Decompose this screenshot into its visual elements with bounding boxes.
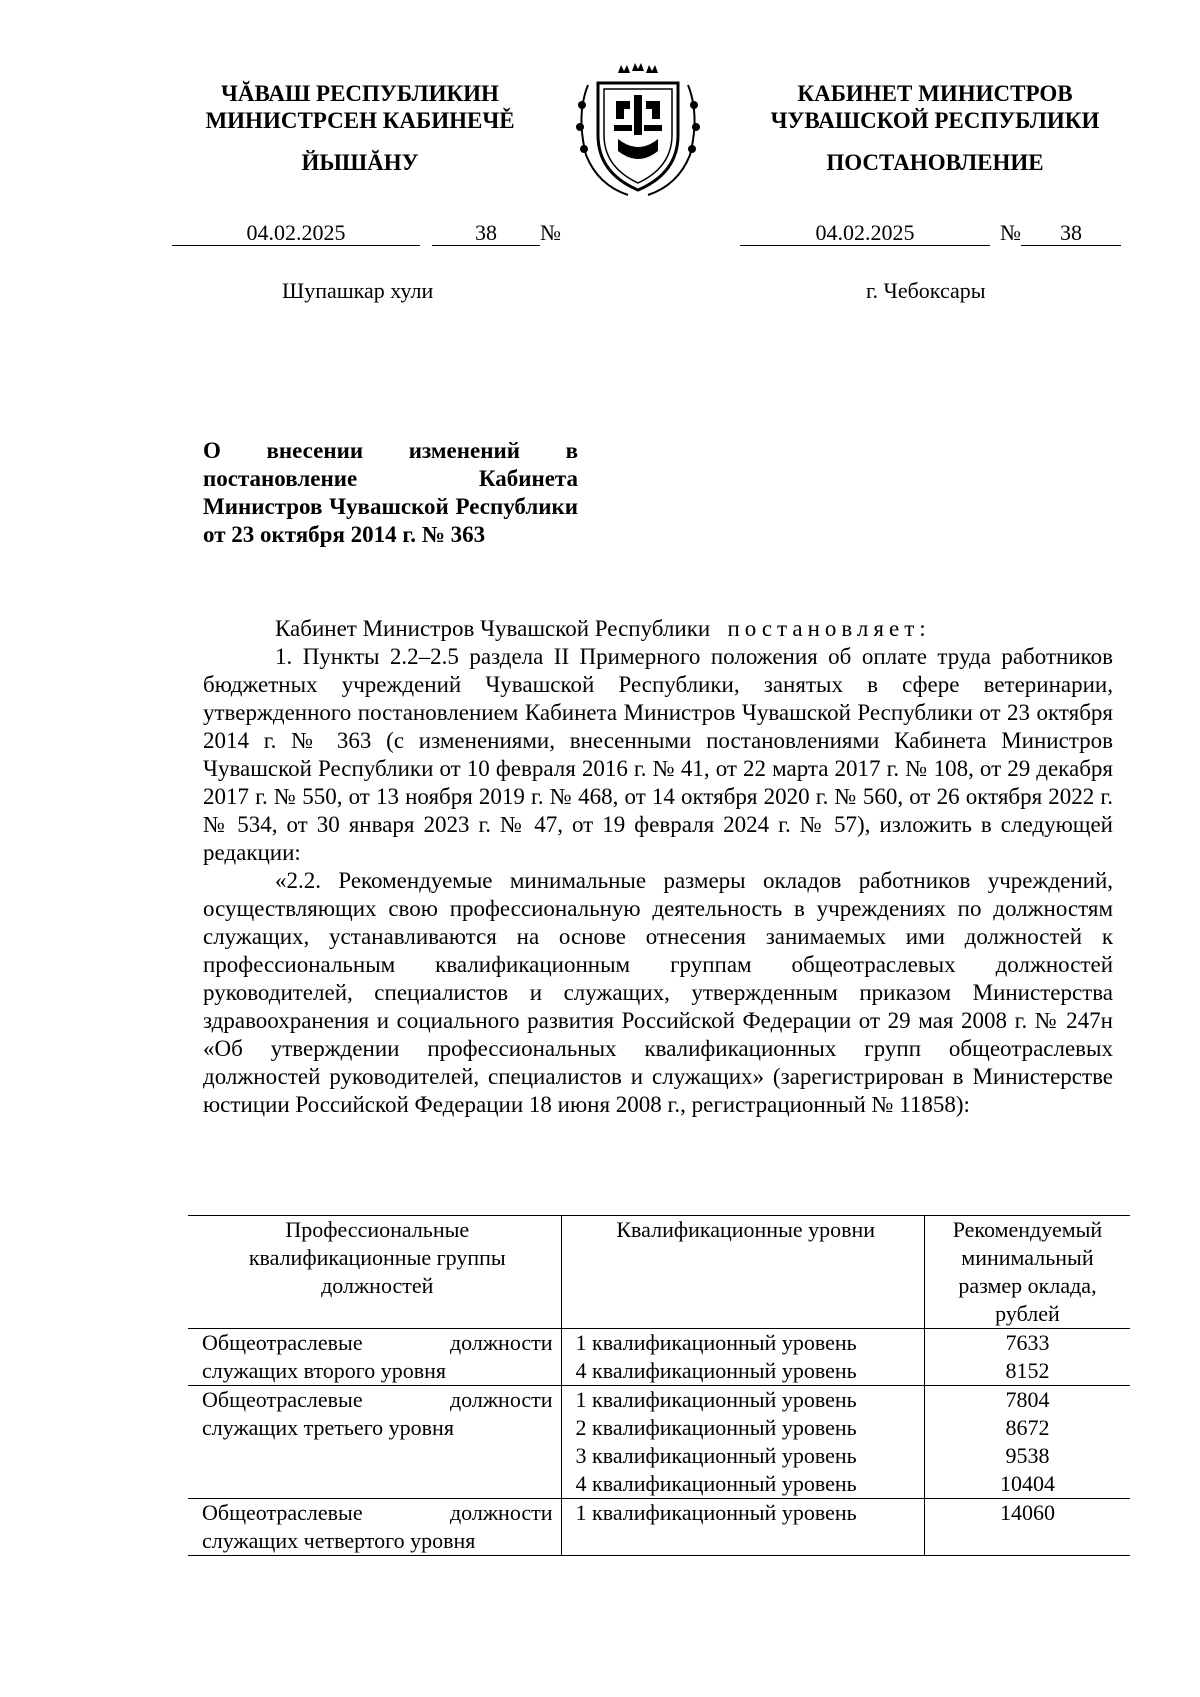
intro-org: Кабинет Министров Чувашской Республики — [275, 616, 711, 641]
chuvash-coat-of-arms-icon — [568, 55, 708, 205]
table-row — [188, 1386, 1130, 1415]
salary-cell: 14060 — [924, 1499, 1130, 1528]
salary-cell: 7633 — [924, 1329, 1130, 1358]
group-name-cell — [188, 1386, 561, 1415]
salary-cell: 8152 — [924, 1357, 1130, 1386]
city-right: г. Чебоксары — [866, 278, 986, 303]
table-row — [188, 1470, 1130, 1499]
paragraph-1: 1. Пункты 2.2–2.5 раздела II Примерного положения об оплате труда работников бюджетных учреждений Чувашской Республики, занятых в сфере ветеринарии, утвержденного постановлением Кабинета Министров Чувашской Республики от 23 октября 2014 г. № 363 (с изменениями, внесенными постановлениями Кабинета Министров Чувашской Республики от 10 февраля 2016 г. № 41, от 22 марта 2017 г. № 108, от 29 декабря 2017 г. № 550, от 13 ноября 2019 г. № 468, от 14 октября 2020 г. № 560, от 26 октября 2022 г. № 534, от 30 января 2023 г. № 47, от 19 февраля 2024 г. № 57), изложить в следующей редакции: — [203, 644, 1113, 865]
document-subject: О внесении изменений в постановление Кабинета Министров Чувашской Республики от 23 октября 2014 г. № 363 — [203, 438, 578, 547]
salary-cell: 10404 — [924, 1470, 1130, 1499]
header-right-line2: ЧУВАШСКОЙ РЕСПУБЛИКИ — [770, 108, 1100, 133]
header-left-line2: МИНИСТРСЕН КАБИНЕЧĚ — [205, 108, 515, 133]
salary-cell: 7804 — [924, 1386, 1130, 1415]
salary-cell: 8672 — [924, 1414, 1130, 1442]
level-cell: 1 квалификационный уровень — [561, 1499, 924, 1528]
header-left-org — [160, 80, 560, 134]
header-left-line1: ЧĂВАШ РЕСПУБЛИКИН — [221, 81, 499, 106]
group-name-cell — [188, 1499, 561, 1528]
header-col-groups: Профессиональные квалификационные группы должностей — [188, 1216, 561, 1329]
level-cell: 4 квалификационный уровень — [561, 1470, 924, 1499]
group-name-a: Общеотраслевые должности — [202, 1500, 553, 1525]
group-name-b: служащих третьего уровня — [202, 1415, 454, 1440]
level-cell: 1 квалификационный уровень — [561, 1329, 924, 1358]
left-number: 38 — [432, 220, 540, 246]
header-col-levels: Квалификационные уровни — [561, 1216, 924, 1329]
table-row — [188, 1527, 1130, 1556]
city-left: Шупашкар хули — [282, 278, 434, 303]
table-row — [188, 1499, 1130, 1528]
left-no-sign: № — [540, 220, 561, 245]
table-row — [188, 1357, 1130, 1386]
level-cell: 1 квалификационный уровень — [561, 1386, 924, 1415]
level-cell: 2 квалификационный уровень — [561, 1414, 924, 1442]
left-date-number-line — [172, 220, 561, 246]
level-cell: 4 квалификационный уровень — [561, 1357, 924, 1386]
group-name-cell — [188, 1329, 561, 1358]
group-name-a: Общеотраслевые должности — [202, 1387, 553, 1412]
document-body — [203, 615, 1113, 1119]
right-date-number-line — [740, 220, 1121, 246]
left-date: 04.02.2025 — [172, 220, 420, 246]
table-row — [188, 1442, 1130, 1470]
salary-table — [188, 1215, 1130, 1556]
table-row — [188, 1414, 1130, 1442]
right-date: 04.02.2025 — [740, 220, 990, 246]
level-cell: 3 квалификационный уровень — [561, 1442, 924, 1470]
paragraph-2: «2.2. Рекомендуемые минимальные размеры окладов работников учреждений, осуществляющих свою профессиональную деятельность в учреждениях по должностям служащих, устанавливаются на основе отнесения занимаемых ими должностей к профессиональным квалификационным группам общеотраслевых должностей руководителей, специалистов и служащих, утвержденным приказом Министерства здравоохранения и социального развития Российской Федерации от 29 мая 2008 г. № 247н «Об утверждении профессиональных квалификационных групп общеотраслевых должностей руководителей, специалистов и служащих» (зарегистрирован в Министерстве юстиции Российской Федерации 18 июня 2008 г., регистрационный № 11858): — [203, 868, 1113, 1117]
salary-cell: 9538 — [924, 1442, 1130, 1470]
header-right-org — [720, 80, 1150, 134]
table-header-row — [188, 1216, 1130, 1329]
header-left-doc-type: ЙЫШĂНУ — [301, 150, 419, 175]
group-name-a: Общеотраслевые должности — [202, 1330, 553, 1355]
right-no-sign: № — [1000, 220, 1021, 245]
group-name-cell — [188, 1357, 561, 1386]
intro-verb: постановляет: — [727, 616, 931, 641]
header-col-salary: Рекомендуемый минимальный размер оклада, рублей — [924, 1216, 1130, 1329]
intro-line — [203, 615, 1113, 643]
group-name-b: служащих второго уровня — [202, 1358, 447, 1383]
header-right-line1: КАБИНЕТ МИНИСТРОВ — [797, 81, 1073, 106]
table-row — [188, 1329, 1130, 1358]
group-name-b: служащих четвертого уровня — [202, 1528, 476, 1553]
right-number: 38 — [1021, 220, 1121, 246]
group-name-cell — [188, 1527, 561, 1556]
header-right-doc-type: ПОСТАНОВЛЕНИЕ — [826, 150, 1044, 175]
group-name-cell — [188, 1414, 561, 1442]
